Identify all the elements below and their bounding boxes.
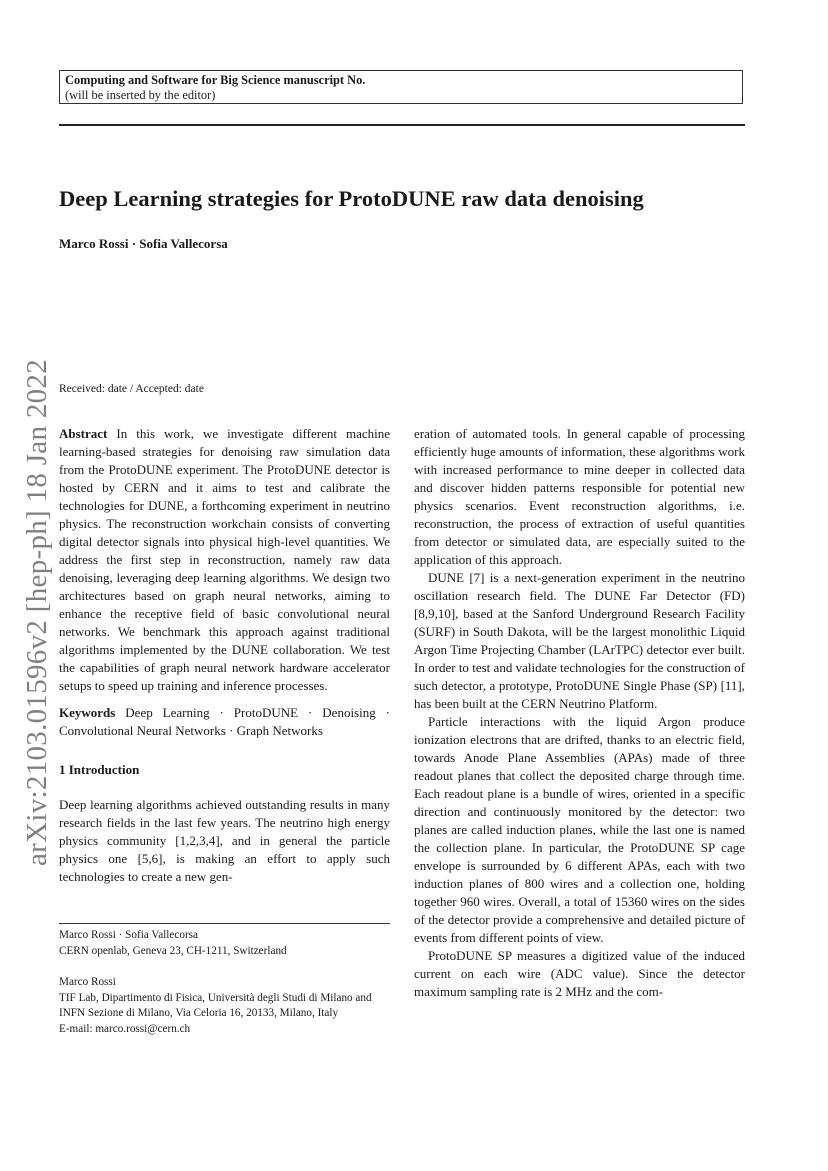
intro-paragraph-4: ProtoDUNE SP measures a digitized value of the induced current on each wire (ADC value). Since the detector maximum sampling rate is 2 MHz and the com-: [414, 948, 745, 999]
author-list: Marco Rossi · Sofia Vallecorsa: [59, 236, 228, 251]
abstract: [59, 425, 390, 695]
keywords-label: Keywords: [59, 705, 116, 720]
keywords-text: Deep Learning · ProtoDUNE · Denoising · Convolutional Neural Networks · Graph Networks: [59, 705, 391, 738]
left-column: [59, 425, 390, 886]
affiliation-2-address: TIF Lab, Dipartimento di Fisica, Università degli Studi di Milano and INFN Sezione di Milano, Via Celoria 16, 20133, Milano, Italy: [59, 991, 372, 1019]
paper-title: Deep Learning strategies for ProtoDUNE raw data denoising: [59, 186, 644, 211]
footnote-rule: [59, 923, 390, 924]
journal-name: Computing and Software for Big Science manuscript No.: [65, 73, 366, 87]
affiliation-2-author: Marco Rossi: [59, 976, 116, 988]
intro-paragraph-1-cont: eration of automated tools. In general capable of processing efficiently huge amounts of information, these algorithms work with increased performance to mine deeper in collected data and discover hidden patterns responsible for potential new physics scenarios. Event reconstruction algorithms, i.e. reconstruction, the process of extraction of useful quantities from detector or simulated data, are especially suited to the application of this approach.: [414, 426, 745, 567]
intro-paragraph-1: Deep learning algorithms achieved outstanding results in many research fields in the last few years. The neutrino high energy physics community [1,2,3,4], and in general the particle physics one [5,6], is making an effort to apply such technologies to create a new gen-: [59, 797, 390, 884]
intro-paragraph-2: DUNE [7] is a next-generation experiment in the neutrino oscillation research field. The DUNE Far Detector (FD) [8,9,10], based at the Sanford Underground Research Facility (SURF) in South Dakota, will be the largest monolithic Liquid Argon Time Projecting Chamber (LArTPC) detector ever built. In order to test and validate technologies for the construction of such detector, a prototype, ProtoDUNE Single Phase (SP) [11], has been built at the CERN Neutrino Platform.: [414, 570, 745, 711]
editor-note: (will be inserted by the editor): [65, 88, 216, 102]
abstract-text: In this work, we investigate different machine learning-based strategies for denoising raw simulation data from the ProtoDUNE experiment. The ProtoDUNE detector is hosted by CERN and it aims to test and calibrate the technologies for DUNE, a forthcoming experiment in neutrino physics. The reconstruction workchain consists of converting digital detector signals into physical high-level quantities. We address the first step in reconstruction, namely raw data denoising, leveraging deep learning algorithms. We design two architectures based on graph neural networks, aiming to enhance the receptive field of basic convolutional neural networks. We benchmark this approach against traditional algorithms implemented by the DUNE collaboration. We test the capabilities of graph neural network hardware accelerator setups to speed up training and inference processes.: [59, 426, 390, 693]
arxiv-stamp: [11, 358, 65, 867]
keywords: [59, 704, 390, 740]
journal-header-box: [59, 70, 743, 104]
affiliation-2: [59, 975, 399, 1037]
contact-email: E-mail: marco.rossi@cern.ch: [59, 1022, 191, 1035]
intro-paragraph-3: Particle interactions with the liquid Argon produce ionization electrons that are drifted, thanks to an electric field, towards Anode Plane Assemblies (APAs) made of three readout planes that collect the deposited charge through time. Each readout plane is a bundle of wires, oriented in a specific direction and continuously monitored by the detector: two planes are called induction planes, while the last one is named the collection plane. In particular, the ProtoDUNE SP cage envelope is surrounded by 6 different APAs, each with two induction planes of 800 wires and a collection one, holding together 960 wires. Overall, a total of 15360 wires on the sides of the detector provide a comprehensive and detailed picture of events from different points of view.: [414, 714, 745, 945]
affiliation-1-authors: Marco Rossi · Sofia Vallecorsa: [59, 929, 198, 941]
section-heading-introduction: 1 Introduction: [59, 762, 140, 777]
header-rule: [59, 124, 745, 126]
affiliation-1: [59, 928, 399, 959]
abstract-label: Abstract: [59, 426, 108, 441]
arxiv-id: arXiv:2103.01596v2 [hep-ph] 18 Jan 2022: [21, 358, 54, 867]
affiliation-1-address: CERN openlab, Geneva 23, CH-1211, Switzerland: [59, 944, 287, 957]
received-line: Received: date / Accepted: date: [59, 383, 204, 395]
right-column: [414, 425, 745, 1001]
